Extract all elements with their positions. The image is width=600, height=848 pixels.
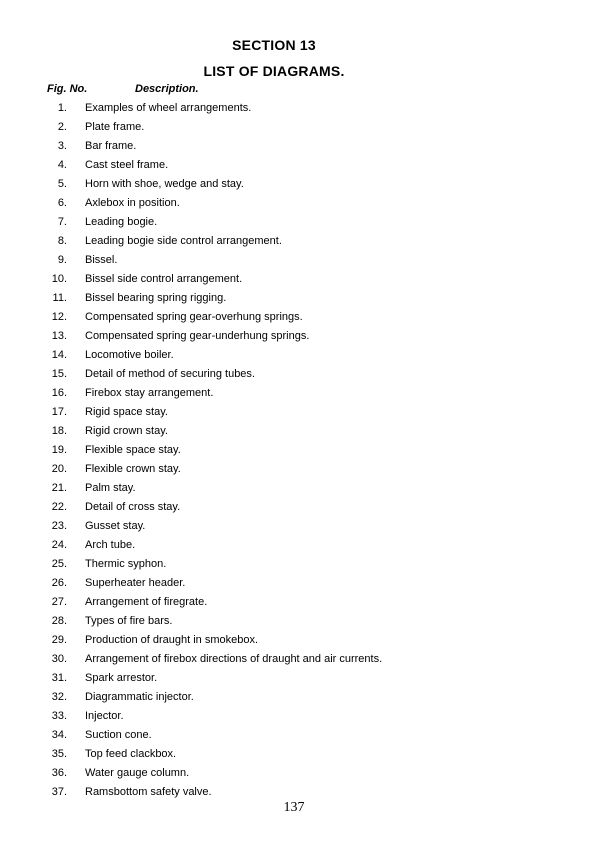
fig-description: Horn with shoe, wedge and stay.: [85, 178, 244, 190]
page-number: 137: [283, 800, 305, 815]
list-item: [0, 479, 600, 498]
description-header: Description.: [135, 83, 199, 95]
list-item: [0, 175, 600, 194]
fig-no-header: Fig. No.: [47, 83, 88, 95]
list-item: [0, 213, 600, 232]
fig-number: 21.: [51, 482, 67, 494]
fig-number: 31.: [51, 672, 67, 684]
fig-description: Rigid crown stay.: [85, 425, 168, 437]
list-item: [0, 251, 600, 270]
list-item: [0, 156, 600, 175]
fig-description: Plate frame.: [85, 121, 145, 133]
list-item: [0, 631, 600, 650]
fig-number: 12.: [51, 311, 67, 323]
fig-number: 33.: [51, 710, 67, 722]
list-item: [0, 270, 600, 289]
fig-description: Injector.: [85, 710, 124, 722]
fig-number: 4.: [57, 159, 67, 171]
fig-description: Production of draught in smokebox.: [85, 634, 259, 646]
list-item: [0, 118, 600, 137]
fig-description: Palm stay.: [85, 482, 136, 494]
fig-description: Detail of cross stay.: [85, 501, 181, 513]
fig-number: 28.: [51, 615, 67, 627]
list-item: [0, 593, 600, 612]
fig-description: Bar frame.: [85, 140, 137, 152]
fig-description: Ramsbottom safety valve.: [85, 786, 212, 798]
fig-description: Leading bogie.: [85, 216, 158, 228]
fig-number: 18.: [51, 425, 67, 437]
fig-number: 23.: [51, 520, 67, 532]
fig-number: 13.: [51, 330, 67, 342]
fig-description: Flexible space stay.: [85, 444, 181, 456]
list-item: [0, 232, 600, 251]
list-item: [0, 99, 600, 118]
fig-description: Arrangement of firebox directions of draught and air currents.: [85, 653, 383, 665]
fig-number: 37.: [51, 786, 67, 798]
fig-description: Leading bogie side control arrangement.: [85, 235, 282, 247]
fig-number: 9.: [57, 254, 67, 266]
fig-number: 11.: [52, 292, 67, 304]
list-item: [0, 726, 600, 745]
fig-description: Superheater header.: [85, 577, 186, 589]
diagram-list: [0, 99, 600, 802]
list-item: [0, 745, 600, 764]
fig-number: 29.: [51, 634, 67, 646]
fig-number: 24.: [51, 539, 67, 551]
fig-description: Cast steel frame.: [85, 159, 169, 171]
list-item: [0, 460, 600, 479]
fig-description: Suction cone.: [85, 729, 152, 741]
fig-description: Axlebox in position.: [85, 197, 180, 209]
list-item: [0, 308, 600, 327]
list-title: LIST OF DIAGRAMS.: [203, 63, 345, 79]
list-item: [0, 137, 600, 156]
fig-number: 25.: [51, 558, 67, 570]
list-item: [0, 422, 600, 441]
fig-number: 20.: [51, 463, 67, 475]
list-item: [0, 669, 600, 688]
fig-description: Bissel bearing spring rigging.: [85, 292, 227, 304]
fig-description: Types of fire bars.: [85, 615, 173, 627]
fig-number: 7.: [57, 216, 67, 228]
list-item: [0, 612, 600, 631]
list-item: [0, 498, 600, 517]
fig-description: Arch tube.: [85, 539, 136, 551]
fig-description: Rigid space stay.: [85, 406, 168, 418]
list-item: [0, 384, 600, 403]
fig-description: Water gauge column.: [85, 767, 190, 779]
fig-number: 10.: [51, 273, 67, 285]
list-item: [0, 327, 600, 346]
fig-number: 17.: [51, 406, 67, 418]
fig-number: 26.: [51, 577, 67, 589]
fig-number: 5.: [57, 178, 67, 190]
list-item: [0, 517, 600, 536]
list-item: [0, 574, 600, 593]
list-item: [0, 346, 600, 365]
fig-number: 22.: [51, 501, 67, 513]
fig-number: 36.: [51, 767, 67, 779]
fig-description: Arrangement of firegrate.: [85, 596, 208, 608]
fig-description: Compensated spring gear-underhung springs.: [85, 330, 310, 342]
fig-description: Compensated spring gear-overhung springs.: [85, 311, 303, 323]
fig-description: Detail of method of securing tubes.: [85, 368, 255, 380]
fig-number: 8.: [57, 235, 67, 247]
fig-number: 1.: [57, 102, 67, 114]
fig-description: Thermic syphon.: [85, 558, 167, 570]
fig-description: Bissel.: [85, 254, 118, 266]
fig-description: Locomotive boiler.: [85, 349, 174, 361]
list-item: [0, 194, 600, 213]
fig-number: 30.: [51, 653, 67, 665]
list-item: [0, 707, 600, 726]
fig-number: 27.: [51, 596, 67, 608]
list-item: [0, 555, 600, 574]
list-item: [0, 536, 600, 555]
fig-number: 32.: [51, 691, 67, 703]
fig-description: Flexible crown stay.: [85, 463, 181, 475]
fig-number: 6.: [57, 197, 67, 209]
fig-number: 15.: [51, 368, 67, 380]
fig-number: 19.: [51, 444, 67, 456]
fig-description: Examples of wheel arrangements.: [85, 102, 252, 114]
list-item: [0, 289, 600, 308]
list-item: [0, 403, 600, 422]
fig-number: 2.: [57, 121, 67, 133]
section-title: SECTION 13: [232, 37, 316, 53]
fig-description: Bissel side control arrangement.: [85, 273, 243, 285]
list-item: [0, 365, 600, 384]
fig-number: 3.: [57, 140, 67, 152]
fig-description: Spark arrestor.: [85, 672, 158, 684]
list-item: [0, 441, 600, 460]
fig-description: Top feed clackbox.: [85, 748, 177, 760]
list-item: [0, 764, 600, 783]
fig-number: 14.: [51, 349, 67, 361]
fig-description: Gusset stay.: [85, 520, 146, 532]
fig-number: 34.: [51, 729, 67, 741]
fig-number: 16.: [51, 387, 67, 399]
fig-description: Diagrammatic injector.: [85, 691, 194, 703]
list-item: [0, 688, 600, 707]
fig-number: 35.: [51, 748, 67, 760]
fig-description: Firebox stay arrangement.: [85, 387, 214, 399]
list-item: [0, 650, 600, 669]
